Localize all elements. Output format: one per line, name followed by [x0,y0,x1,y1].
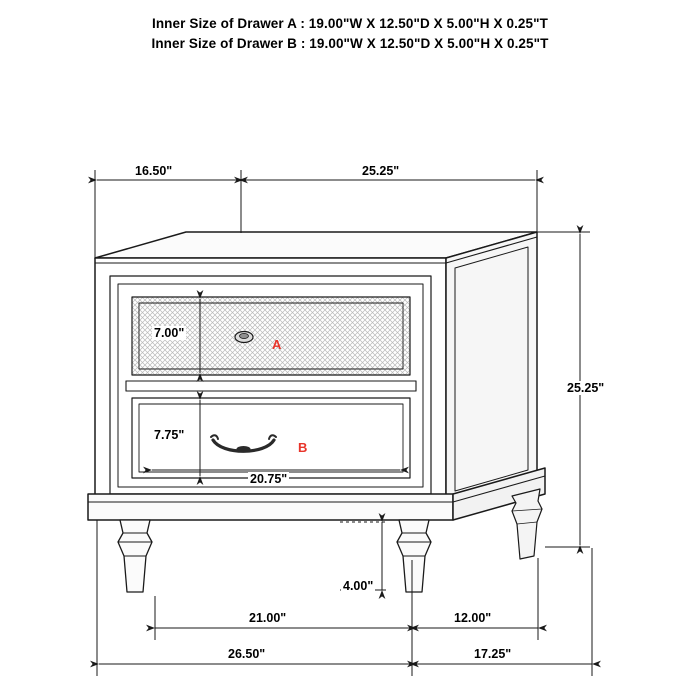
dim-label-top-right: 25.25" [362,164,400,178]
dim-label-overall-width: 26.50" [228,647,266,661]
dim-label-base-side-depth: 12.00" [454,611,492,625]
dim-label-overall-height: 25.25" [567,381,605,395]
dim-label-drawer-b-height: 7.75" [154,428,185,442]
dim-label-overall-depth: 17.25" [474,647,512,661]
dim-label-top-left: 16.50" [135,164,173,178]
dim-label-leg-height: 4.00" [343,579,374,593]
drawer-b-callout: B [298,440,308,455]
dim-label-drawer-a-height: 7.00" [154,326,185,340]
drawer-a-inner-size-text: Inner Size of Drawer A : 19.00"W X 12.50"D X 5.00"H X 0.25"T [151,16,548,31]
drawer-a-callout: A [272,337,282,352]
dim-label-drawer-b-width: 20.75" [250,472,288,486]
dim-label-base-front-width: 21.00" [249,611,287,625]
drawer-b-inner-size-text: Inner Size of Drawer B : 19.00"W X 12.50"D X 5.00"H X 0.25"T [151,36,549,51]
